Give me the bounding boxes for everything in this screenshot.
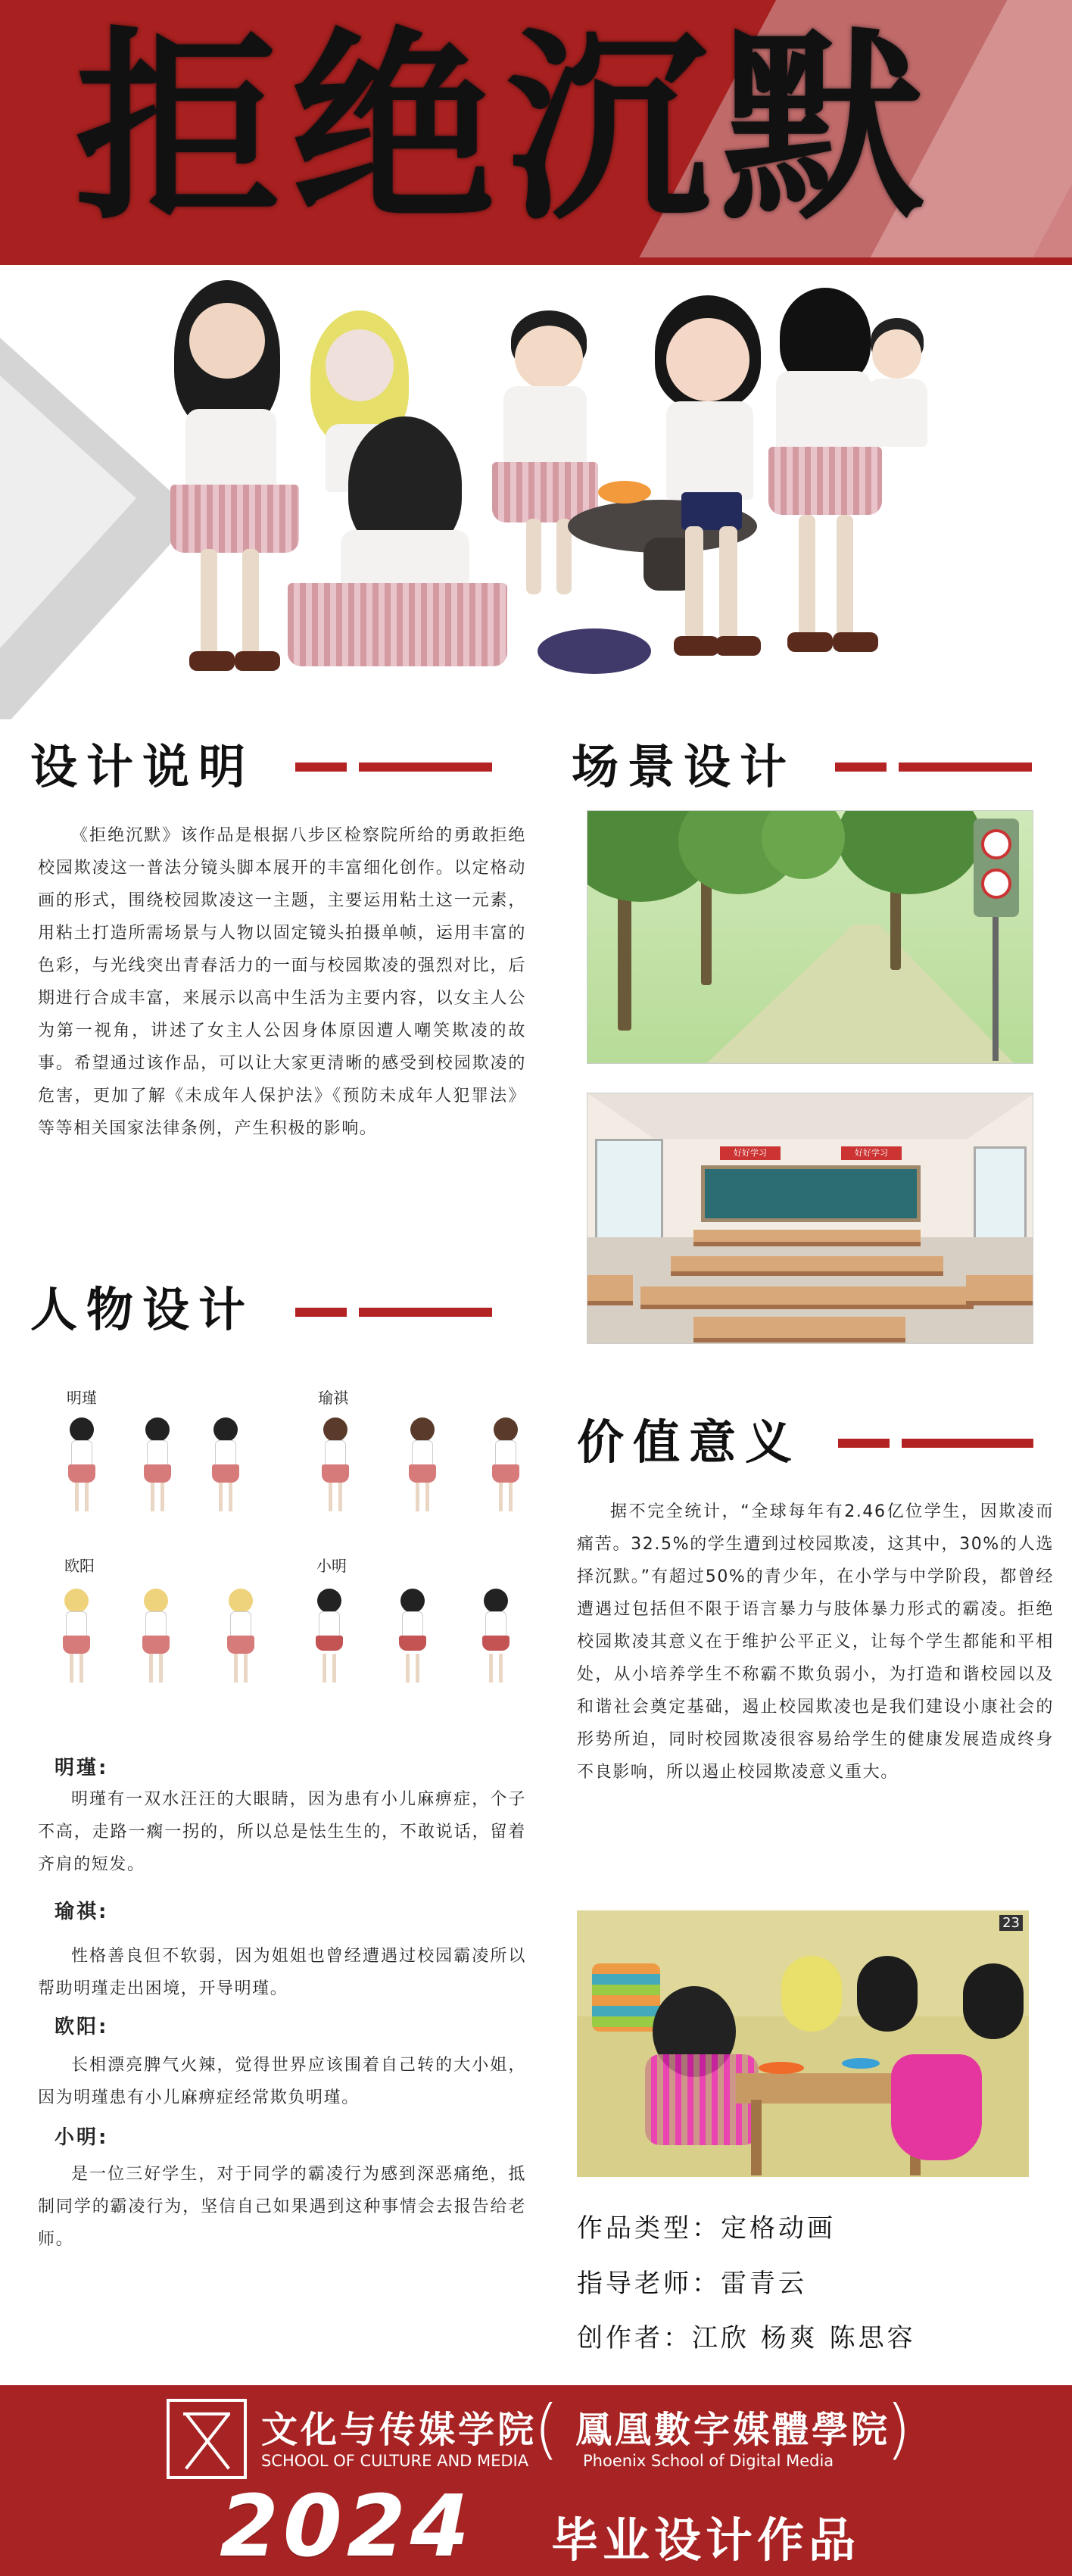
character-desc-name: 明瑾: bbox=[55, 1757, 109, 1779]
section-title-bar bbox=[835, 763, 1032, 772]
section-title-bar bbox=[295, 763, 492, 772]
clay-doll bbox=[485, 310, 606, 628]
character-ouyang-front bbox=[59, 1589, 94, 1687]
character-yuqi-side bbox=[405, 1417, 440, 1516]
school-name-cn: 文化与传媒学院 bbox=[261, 2409, 538, 2451]
open-paren: ( bbox=[534, 2391, 559, 2467]
design-description-title: 设计说明 bbox=[30, 739, 255, 794]
character-mingjin-back bbox=[208, 1417, 243, 1516]
classroom-banner: 好好学习 bbox=[720, 1146, 781, 1160]
character-label-ouyang: 欧阳 bbox=[64, 1557, 95, 1575]
work-type: 作品类型：定格动画 bbox=[577, 2213, 836, 2244]
character-desc-name: 欧阳: bbox=[55, 2016, 109, 2038]
character-ouyang-side bbox=[223, 1589, 258, 1687]
design-description-text: 《拒绝沉默》该作品是根据八步区检察院所给的勇敢拒绝校园欺凌这一普法分镜头脚本展开的丰富细化创作。以定格动画的形式，围绕校园欺凌这一主题，主要运用粘土这一元素，用粘土打造所需场景与人物以固定镜头拍摄单帧，运用丰富的色彩，与光线突出青春活力的一面与校园欺凌的强烈对比，后期进行合成丰富，来展示以高中生活为主要内容，以女主人公为第一视角，讲述了女主人公因身体原因遭人嘲笑欺凌的故事。希望通过该作品，可以让大家更清晰的感受到校园欺凌的危害，更加了解《未成年人保护法》《预防未成年人犯罪法》等等相关国家法律条例，产生积极的影响。 bbox=[38, 826, 526, 1138]
header-banner bbox=[0, 0, 1072, 265]
work-creators: 创作者：江欣 杨爽 陈思容 bbox=[577, 2323, 916, 2353]
photo-number-tag: 23 bbox=[999, 1915, 1023, 1931]
poster-title: 拒绝沉默 bbox=[76, 9, 936, 248]
phoenix-school-name-cn: 鳳凰數字媒體學院 bbox=[575, 2409, 891, 2451]
character-xiaoming-side bbox=[395, 1589, 430, 1687]
character-mingjin-front bbox=[64, 1417, 99, 1516]
character-mingjin-side bbox=[140, 1417, 175, 1516]
close-paren: ) bbox=[886, 2391, 912, 2467]
footer-banner bbox=[0, 2385, 1072, 2576]
character-desc-text: 是一位三好学生，对于同学的霸凌行为感到深恶痛绝，抵制同学的霸凌行为，坚信自己如果遇到这种事情会去报告给老师。 bbox=[38, 2165, 526, 2249]
character-desc-name: 小明: bbox=[55, 2126, 109, 2149]
graduation-year: 2024 bbox=[220, 2478, 474, 2576]
value-clay-classroom-photo bbox=[577, 1910, 1029, 2177]
character-desc-text: 长相漂亮脾气火辣，觉得世界应该围着自己转的大小姐，因为明瑾患有小儿麻痹症经常欺负明瑾。 bbox=[38, 2056, 526, 2107]
character-label-xiaoming: 小明 bbox=[316, 1557, 347, 1575]
school-logo-icon bbox=[167, 2399, 247, 2479]
graduation-slogan: 毕业设计作品 bbox=[551, 2512, 861, 2568]
section-title-bar bbox=[295, 1308, 492, 1317]
work-advisor: 指导老师：雷青云 bbox=[577, 2269, 807, 2299]
clay-doll bbox=[644, 295, 772, 689]
school-name-en: SCHOOL OF CULTURE AND MEDIA bbox=[261, 2452, 529, 2470]
scene-design-title: 场景设计 bbox=[572, 739, 796, 794]
value-meaning-text: 据不完全统计，“全球每年有2.46亿位学生，因欺凌而痛苦。32.5%的学生遭到过校园欺凌，这其中，30%的人选择沉默。”有超过50%的青少年，在小学与中学阶段，都曾经遭遇过包括但不限于语言暴力与肢体暴力形式的霸凌。拒绝校园欺凌其意义在于维护公平正义，让每个学生都能和平相处，从小培养学生不称霸不欺负弱小，为打造和谐校园以及和谐社会奠定基础，遏止校园欺凌也是我们建设小康社会的形势所迫，同时校园欺凌很容易给学生的健康发展造成终身不良影响，所以遏止校园欺凌意义重大。 bbox=[577, 1502, 1054, 1782]
character-desc-text: 性格善良但不软弱，因为姐姐也曾经遭遇过校园霸凌所以帮助明瑾走出困境，开导明瑾。 bbox=[38, 1947, 526, 1998]
clay-doll bbox=[863, 318, 939, 545]
phoenix-school-name-en: Phoenix School of Digital Media bbox=[583, 2452, 834, 2470]
character-xiaoming-back bbox=[478, 1589, 513, 1687]
character-xiaoming-front bbox=[312, 1589, 347, 1687]
scene-park-illustration bbox=[587, 810, 1033, 1064]
character-design-title: 人物设计 bbox=[30, 1282, 255, 1337]
scene-classroom-illustration bbox=[587, 1093, 1033, 1344]
value-meaning-title: 价值意义 bbox=[577, 1414, 802, 1470]
clay-cushion bbox=[538, 628, 651, 674]
character-yuqi-front bbox=[318, 1417, 353, 1516]
classroom-banner: 好好学习 bbox=[841, 1146, 902, 1160]
section-title-bar bbox=[838, 1439, 1033, 1448]
character-label-mingjin: 明瑾 bbox=[67, 1389, 97, 1407]
character-yuqi-back bbox=[488, 1417, 523, 1516]
character-label-yuqi: 瑜祺 bbox=[318, 1389, 348, 1407]
character-ouyang-back bbox=[139, 1589, 173, 1687]
character-desc-text: 明瑾有一双水汪汪的大眼睛，因为患有小儿麻痹症，个子不高，走路一瘸一拐的，所以总是怯生生的，不敢说话，留着齐肩的短发。 bbox=[38, 1790, 526, 1874]
character-desc-name: 瑜祺: bbox=[55, 1901, 109, 1923]
hero-clay-dolls-photo bbox=[0, 265, 1072, 719]
